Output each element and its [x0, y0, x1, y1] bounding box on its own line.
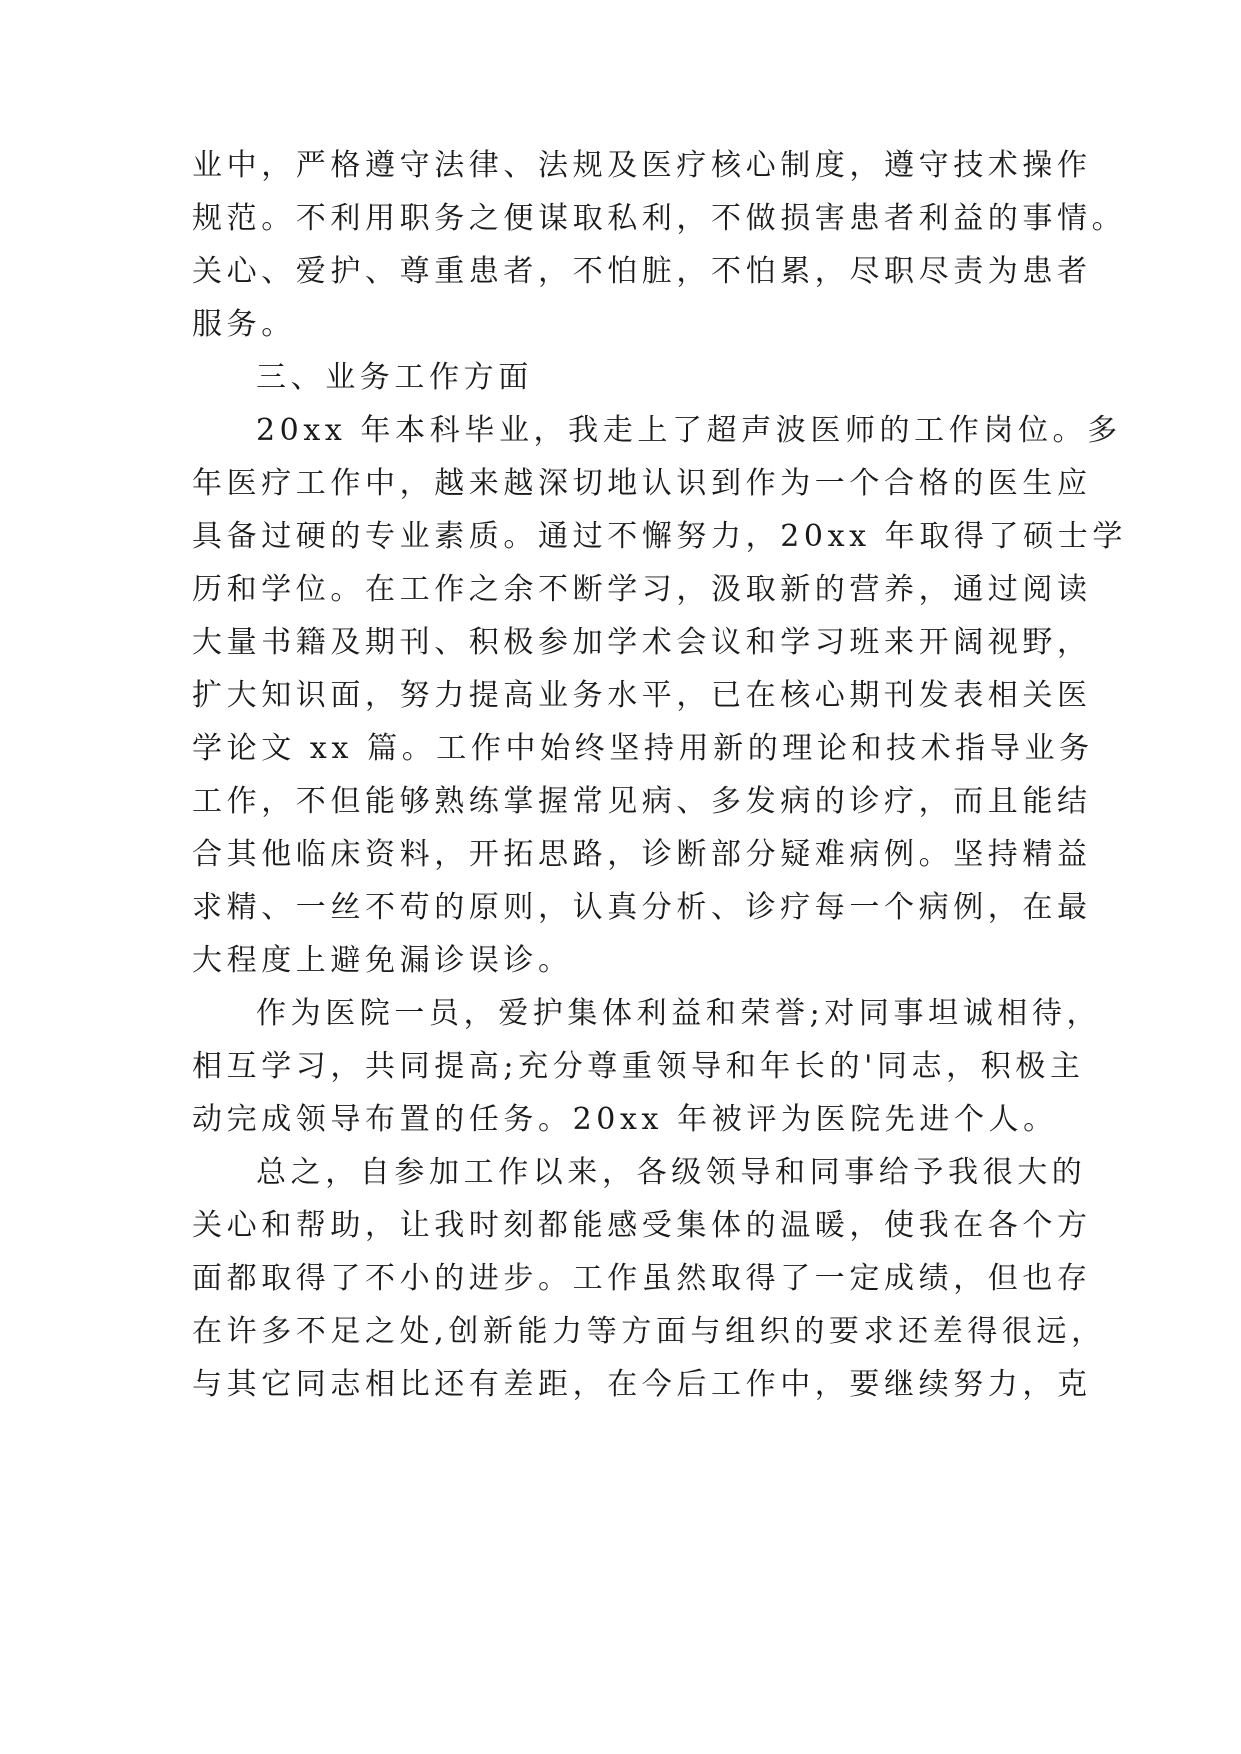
text-line: 工作，不但能够熟练掌握常见病、多发病的诊疗，而且能结 — [192, 784, 1092, 819]
text-line: 作为医院一员，爱护集体利益和荣誉;对同事坦诚相待， — [256, 996, 1102, 1031]
text-line: 年医疗工作中，越来越深切地认识到作为一个合格的医生应 — [192, 466, 1092, 501]
text-line: 历和学位。在工作之余不断学习，汲取新的营养，通过阅读 — [192, 572, 1092, 607]
text-line: 动完成领导布置的任务。20xx 年被评为医院先进个人。 — [192, 1102, 1058, 1137]
text-line: 学论文 xx 篇。工作中始终坚持用新的理论和技术指导业务 — [192, 731, 1094, 766]
text-line: 规范。不利用职务之便谋取私利，不做损害患者利益的事情。 — [192, 201, 1127, 236]
text-line: 大量书籍及期刊、积极参加学术会议和学习班来开阔视野， — [192, 625, 1092, 660]
text-line: 面都取得了不小的进步。工作虽然取得了一定成绩，但也存 — [192, 1261, 1092, 1296]
text-line: 业中，严格遵守法律、法规及医疗核心制度，遵守技术操作 — [192, 148, 1092, 183]
text-line: 大程度上避免漏诊误诊。 — [192, 943, 573, 978]
text-line: 与其它同志相比还有差距，在今后工作中，要继续努力，克 — [192, 1367, 1092, 1402]
section-heading: 三、业务工作方面 — [256, 360, 533, 395]
text-line: 相互学习，共同提高;充分尊重领导和年长的'同志，积极主 — [192, 1049, 1085, 1084]
text-line: 具备过硬的专业素质。通过不懈努力，20xx 年取得了硕士学 — [192, 519, 1127, 554]
text-line: 关心和帮助，让我时刻都能感受集体的温暖，使我在各个方 — [192, 1208, 1092, 1243]
text-line: 关心、爱护、尊重患者，不怕脏，不怕累，尽职尽责为患者 — [192, 254, 1092, 289]
text-line: 扩大知识面，努力提高业务水平，已在核心期刊发表相关医 — [192, 678, 1092, 713]
text-line: 服务。 — [192, 307, 296, 342]
text-line: 总之，自参加工作以来，各级领导和同事给予我很大的 — [256, 1155, 1087, 1190]
text-line: 在许多不足之处,创新能力等方面与组织的要求还差得很远， — [192, 1314, 1106, 1349]
text-line: 合其他临床资料，开拓思路，诊断部分疑难病例。坚持精益 — [192, 837, 1092, 872]
text-line: 求精、一丝不苟的原则，认真分析、诊疗每一个病例，在最 — [192, 890, 1092, 925]
text-line: 20xx 年本科毕业，我走上了超声波医师的工作岗位。多 — [256, 413, 1122, 448]
